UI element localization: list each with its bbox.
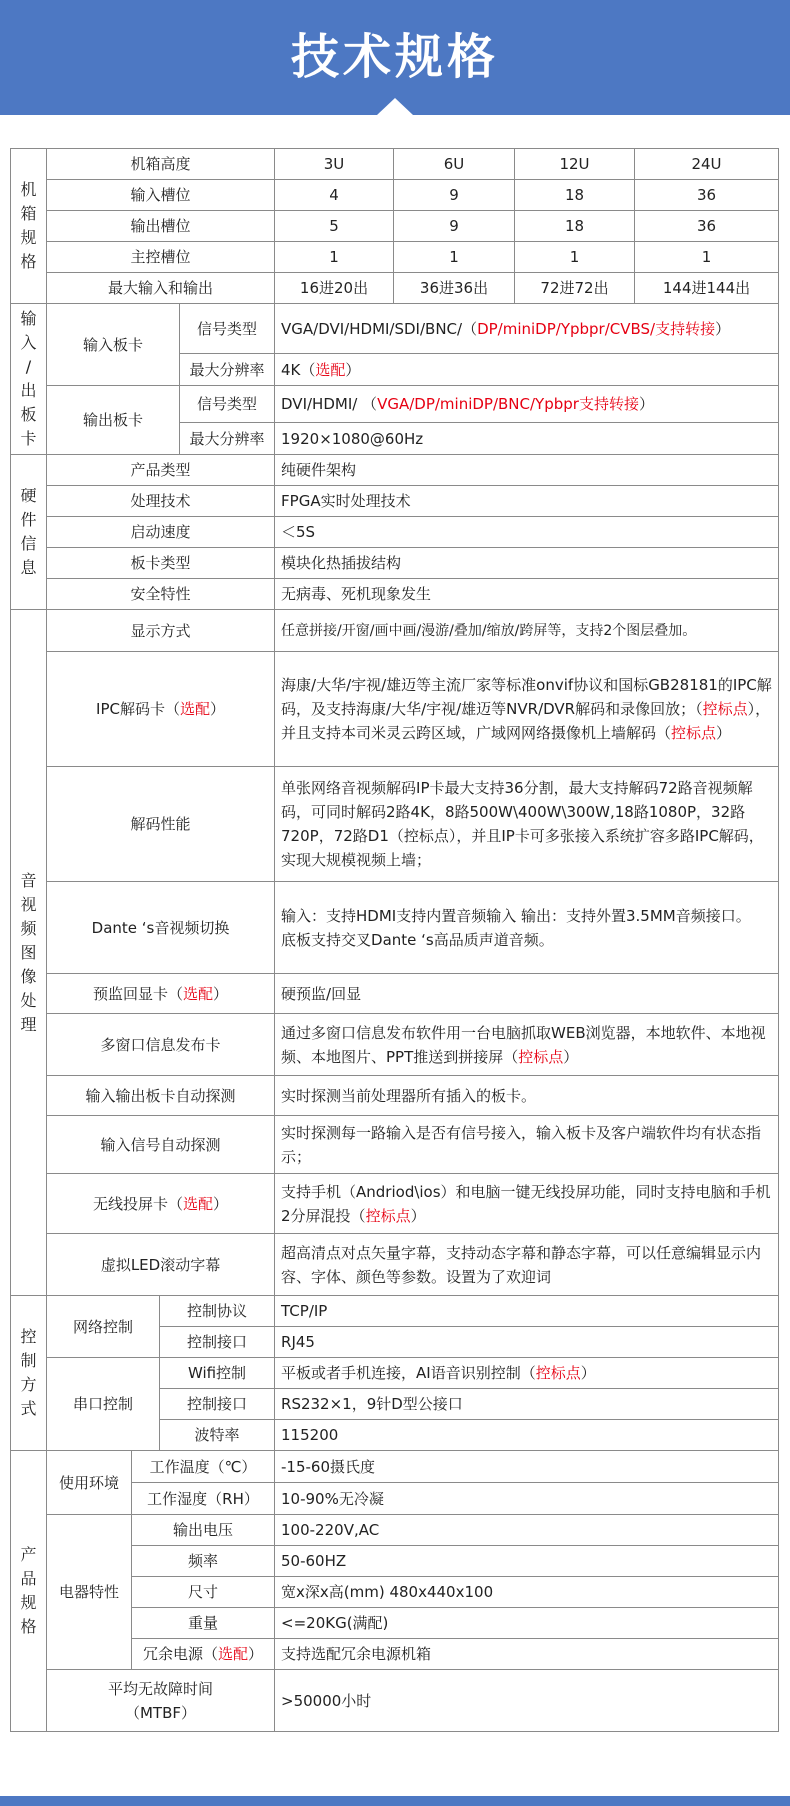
header-notch [377, 98, 413, 115]
input-card-label: 输入板卡 [47, 304, 180, 386]
cell-value: 支持选配冗余电源机箱 [275, 1639, 779, 1670]
row-label: 输出槽位 [47, 211, 275, 242]
cell-value: FPGA实时处理技术 [275, 486, 779, 517]
row-label: 工作温度（℃） [132, 1451, 275, 1483]
row-label: 频率 [132, 1546, 275, 1577]
table-row [11, 211, 779, 242]
row-label: 工作湿度（RH） [132, 1483, 275, 1515]
table-row [11, 1296, 779, 1327]
row-label: 显示方式 [47, 610, 275, 652]
table-row [11, 386, 779, 423]
section-hardware: 硬 件 信 息 [11, 455, 47, 610]
cell-value: 3U [275, 149, 394, 180]
row-label: 输入信号自动探测 [47, 1116, 275, 1174]
section-av-processing: 音 视 频 图 像 处 理 [11, 610, 47, 1296]
row-label: 输入输出板卡自动探测 [47, 1076, 275, 1116]
cell-value: 9 [394, 211, 515, 242]
cell-value: 宽x深x高(mm) 480x440x100 [275, 1577, 779, 1608]
cell-value: 144进144出 [635, 273, 779, 304]
row-label: 控制接口 [160, 1389, 275, 1420]
row-label: 输入槽位 [47, 180, 275, 211]
table-row [11, 517, 779, 548]
row-label: 无线投屏卡（选配） [47, 1174, 275, 1234]
serial-control-label: 串口控制 [47, 1358, 160, 1451]
row-label: 最大分辨率 [180, 354, 275, 386]
row-label: 控制接口 [160, 1327, 275, 1358]
row-label: Dante ‘s音视频切换 [47, 882, 275, 974]
row-label: 启动速度 [47, 517, 275, 548]
env-label: 使用环境 [47, 1451, 132, 1515]
section-control: 控 制 方 式 [11, 1296, 47, 1451]
row-label: 主控槽位 [47, 242, 275, 273]
cell-value: 1 [275, 242, 394, 273]
row-label: 解码性能 [47, 767, 275, 882]
cell-value: 1 [515, 242, 635, 273]
cell-value: ＜5S [275, 517, 779, 548]
table-row [11, 273, 779, 304]
cell-value: 单张网络音视频解码IP卡最大支持36分割，最大支持解码72路音视频解码，可同时解码2路4K，8路500W\400W\300W,18路1080P，32路720P，72路D1（控标点），并且IP卡可多张接入系统扩容多路IPC解码，实现大规模视频上墙； [275, 767, 779, 882]
cell-value: 18 [515, 211, 635, 242]
row-label: IPC解码卡（选配） [47, 652, 275, 767]
cell-value: 6U [394, 149, 515, 180]
cell-value: 海康/大华/宇视/雄迈等主流厂家等标准onvif协议和国标GB28181的IPC解码，及支持海康/大华/宇视/雄迈等NVR/DVR解码和录像回放；（控标点），并且支持本司米灵云跨区域，广域网网络摄像机上墙解码（控标点） [275, 652, 779, 767]
cell-value: 16进20出 [275, 273, 394, 304]
row-label: 尺寸 [132, 1577, 275, 1608]
row-label: 输出电压 [132, 1515, 275, 1546]
table-row [11, 486, 779, 517]
table-row [11, 767, 779, 882]
row-label: 虚拟LED滚动字幕 [47, 1234, 275, 1296]
cell-value: 18 [515, 180, 635, 211]
cell-value: 1 [635, 242, 779, 273]
mtbf-label: 平均无故障时间 （MTBF） [47, 1670, 275, 1732]
cell-value: 5 [275, 211, 394, 242]
cell-value: 1 [394, 242, 515, 273]
row-label: 最大分辨率 [180, 423, 275, 455]
cell-value: 4 [275, 180, 394, 211]
row-label: 冗余电源（选配） [132, 1639, 275, 1670]
row-label: 机箱高度 [47, 149, 275, 180]
table-row [11, 1174, 779, 1234]
cell-value: <=20KG(满配) [275, 1608, 779, 1639]
row-label: 重量 [132, 1608, 275, 1639]
row-label: 预监回显卡（选配） [47, 974, 275, 1014]
cell-value: 无病毒、死机现象发生 [275, 579, 779, 610]
table-row [11, 1451, 779, 1483]
table-row [11, 610, 779, 652]
row-label: 信号类型 [180, 386, 275, 423]
section-product: 产 品 规 格 [11, 1451, 47, 1732]
cell-value: 9 [394, 180, 515, 211]
cell-value: 任意拼接/开窗/画中画/漫游/叠加/缩放/跨屏等，支持2个图层叠加。 [275, 610, 779, 652]
cell-value: 50-60HZ [275, 1546, 779, 1577]
cell-value: 实时探测当前处理器所有插入的板卡。 [275, 1076, 779, 1116]
cell-value: 模块化热插拔结构 [275, 548, 779, 579]
table-row [11, 180, 779, 211]
cell-value: VGA/DVI/HDMI/SDI/BNC/（DP/miniDP/Ypbpr/CVBS/支持转接） [275, 304, 779, 354]
cell-value: 24U [635, 149, 779, 180]
cell-value: >50000小时 [275, 1670, 779, 1732]
table-row [11, 149, 779, 180]
row-label: 安全特性 [47, 579, 275, 610]
cell-value: RJ45 [275, 1327, 779, 1358]
cell-value: 36 [635, 180, 779, 211]
network-control-label: 网络控制 [47, 1296, 160, 1358]
table-row [11, 548, 779, 579]
cell-value: 输入：支持HDMI支持内置音频输入 输出：支持外置3.5MM音频接口。 底板支持交叉Dante ‘s高品质声道音频。 [275, 882, 779, 974]
cell-value: RS232×1，9针D型公接口 [275, 1389, 779, 1420]
row-label: 板卡类型 [47, 548, 275, 579]
footer-bar [0, 1796, 790, 1806]
row-label: 控制协议 [160, 1296, 275, 1327]
cell-value: TCP/IP [275, 1296, 779, 1327]
table-row [11, 1670, 779, 1732]
cell-value: 硬预监/回显 [275, 974, 779, 1014]
output-card-label: 输出板卡 [47, 386, 180, 455]
cell-value: DVI/HDMI/ （VGA/DP/miniDP/BNC/Ypbpr支持转接） [275, 386, 779, 423]
section-io-cards: 输 入 / 出 板 卡 [11, 304, 47, 455]
table-row [11, 652, 779, 767]
table-row [11, 1076, 779, 1116]
table-row [11, 1234, 779, 1296]
cell-value: -15-60摄氏度 [275, 1451, 779, 1483]
cell-value: 36 [635, 211, 779, 242]
cell-value: 通过多窗口信息发布软件用一台电脑抓取WEB浏览器，本地软件、本地视频、本地图片、PPT推送到拼接屏（控标点） [275, 1014, 779, 1076]
row-label: 处理技术 [47, 486, 275, 517]
row-label: 产品类型 [47, 455, 275, 486]
cell-value: 12U [515, 149, 635, 180]
row-label: 信号类型 [180, 304, 275, 354]
cell-value: 10-90%无冷凝 [275, 1483, 779, 1515]
section-chassis: 机 箱 规 格 [11, 149, 47, 304]
table-row [11, 1358, 779, 1389]
cell-value: 支持手机（Andriod\ios）和电脑一键无线投屏功能，同时支持电脑和手机2分屏混投（控标点） [275, 1174, 779, 1234]
row-label: 最大输入和输出 [47, 273, 275, 304]
table-row [11, 579, 779, 610]
cell-value: 115200 [275, 1420, 779, 1451]
elec-label: 电器特性 [47, 1515, 132, 1670]
table-row [11, 882, 779, 974]
table-row [11, 304, 779, 354]
cell-value: 100-220V,AC [275, 1515, 779, 1546]
table-row [11, 1014, 779, 1076]
table-row [11, 242, 779, 273]
table-row [11, 1116, 779, 1174]
cell-value: 72进72出 [515, 273, 635, 304]
row-label: 多窗口信息发布卡 [47, 1014, 275, 1076]
row-label: 波特率 [160, 1420, 275, 1451]
cell-value: 平板或者手机连接，AI语音识别控制（控标点） [275, 1358, 779, 1389]
spec-table [10, 148, 779, 1732]
cell-value: 4K（选配） [275, 354, 779, 386]
cell-value: 1920×1080@60Hz [275, 423, 779, 455]
table-row [11, 974, 779, 1014]
cell-value: 纯硬件架构 [275, 455, 779, 486]
cell-value: 超高清点对点矢量字幕，支持动态字幕和静态字幕，可以任意编辑显示内容、字体、颜色等参数。设置为了欢迎词 [275, 1234, 779, 1296]
table-row [11, 455, 779, 486]
page-title: 技术规格 [290, 29, 499, 85]
cell-value: 36进36出 [394, 273, 515, 304]
cell-value: 实时探测每一路输入是否有信号接入，输入板卡及客户端软件均有状态指示； [275, 1116, 779, 1174]
table-row [11, 1515, 779, 1546]
row-label: Wifi控制 [160, 1358, 275, 1389]
